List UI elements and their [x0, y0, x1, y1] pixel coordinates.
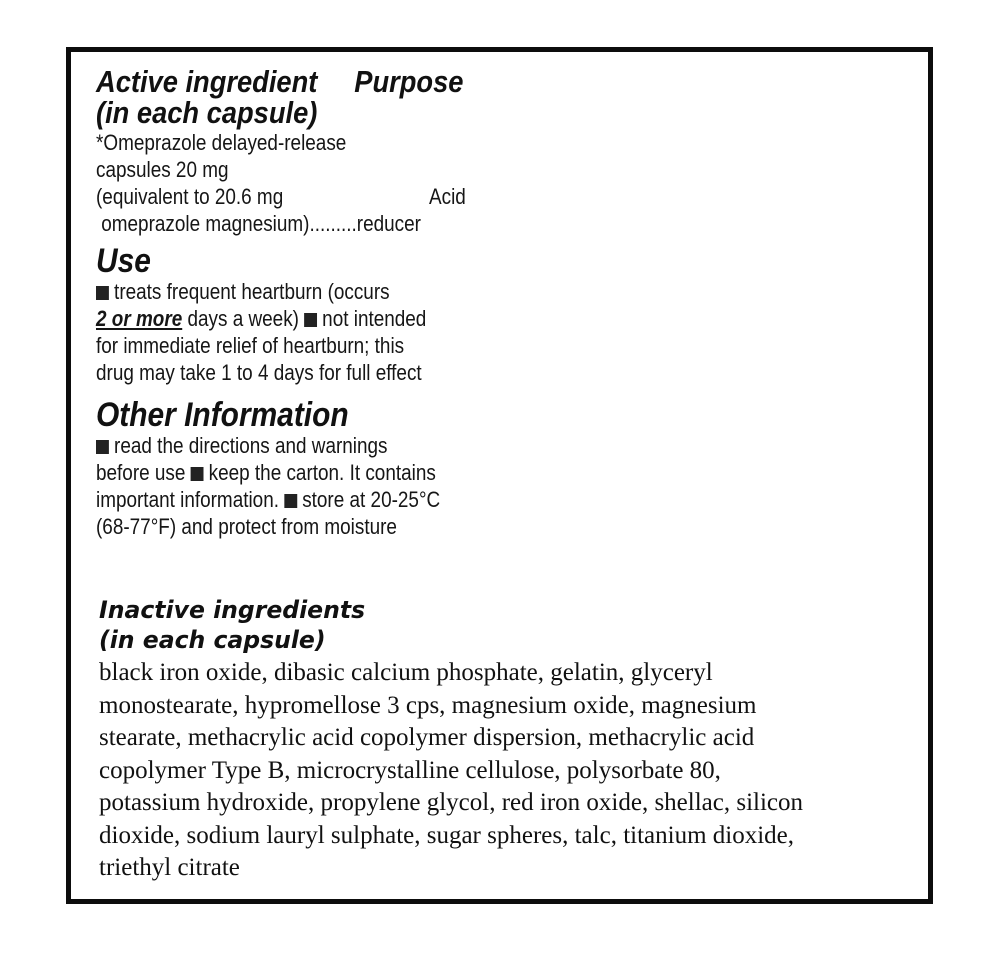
other-information-line: before use keep the carton. It contains	[96, 460, 436, 485]
square-bullet-icon	[96, 440, 109, 454]
active-ingredient-line: capsules 20 mg	[96, 157, 229, 182]
square-bullet-icon	[96, 286, 109, 300]
other-information-heading: Other Information	[96, 396, 349, 434]
inactive-ingredients-line: dioxide, sodium lauryl sulphate, sugar spheres, talc, titanium dioxide,	[99, 821, 795, 849]
active-ingredient-line: (equivalent to 20.6 mg Acid	[96, 184, 466, 209]
use-block	[96, 278, 486, 386]
drug-facts-section	[96, 66, 486, 540]
inactive-ingredients-line: monostearate, hypromellose 3 cps, magnesium oxide, magnesium	[99, 691, 757, 719]
active-ingredient-line	[96, 210, 526, 237]
active-ingredient-heading: Active ingredient	[96, 64, 318, 99]
inactive-ingredients-section	[99, 595, 919, 885]
use-heading: Use	[96, 242, 151, 280]
inactive-ingredients-heading: Inactive ingredients	[99, 596, 366, 624]
square-bullet-icon	[284, 494, 297, 508]
active-ingredient-line: *Omeprazole delayed-release	[96, 130, 347, 155]
leader-dots: .........	[309, 211, 357, 236]
drug-label-panel	[66, 47, 933, 904]
active-ingredient-name: omeprazole magnesium)	[96, 211, 310, 236]
other-information-line: (68-77°F) and protect from moisture	[96, 514, 397, 539]
purpose-heading: Purpose	[354, 64, 464, 99]
other-information-line: important information. store at 20-25°C	[96, 487, 441, 512]
purpose-text-line1: Acid	[429, 184, 466, 209]
square-bullet-icon	[191, 467, 204, 481]
inactive-ingredients-line: copolymer Type B, microcrystalline cellulose, polysorbate 80,	[99, 756, 721, 784]
other-information-line: read the directions and warnings	[96, 432, 431, 459]
use-line: treats frequent heartburn (occurs	[96, 278, 431, 305]
active-ingredient-block	[96, 129, 526, 237]
inactive-ingredients-subheading: (in each capsule)	[99, 626, 326, 654]
active-ingredient-heading-row	[96, 64, 464, 99]
inactive-ingredients-line: potassium hydroxide, propylene glycol, red iron oxide, shellac, silicon	[99, 789, 804, 816]
use-line: 2 or more days a week) not intended	[96, 306, 427, 331]
inactive-ingredients-line: stearate, methacrylic acid copolymer dispersion, methacrylic acid	[99, 724, 755, 751]
active-ingredient-subheading: (in each capsule)	[96, 95, 318, 130]
use-line: drug may take 1 to 4 days for full effect	[96, 360, 422, 385]
inactive-ingredients-line: triethyl citrate	[99, 854, 240, 881]
inactive-ingredients-line: black iron oxide, dibasic calcium phosphate, gelatin, glyceryl	[99, 659, 713, 686]
inactive-ingredients-list	[99, 657, 929, 885]
purpose-text-line2: reducer	[356, 211, 421, 236]
frequency-emphasis: 2 or more	[96, 306, 183, 331]
square-bullet-icon	[304, 313, 317, 327]
use-line: for immediate relief of heartburn; this	[96, 333, 405, 358]
other-information-block	[96, 432, 486, 540]
